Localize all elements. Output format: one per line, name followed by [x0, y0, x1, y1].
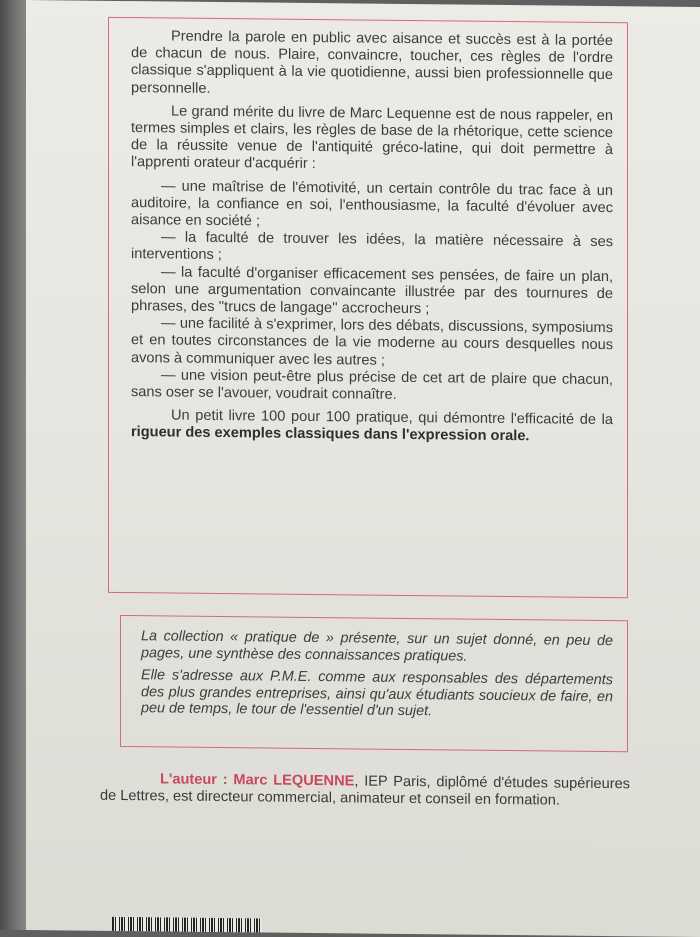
author-paragraph [100, 771, 630, 811]
background-edge [0, 0, 28, 930]
barcode [112, 917, 262, 933]
conclusion-paragraph [131, 407, 613, 446]
collection-paragraph-2: Elle s'adresse aux P.M.E. comme aux responsables des départements des plus grandes entreprises, ainsi qu'aux étudiants soucieux de faire, en peu de temps, le tour de l'essentiel d'un sujet. [141, 667, 613, 720]
collection-box [120, 615, 628, 752]
description-box [108, 17, 628, 598]
conclusion-text: Un petit livre 100 pour 100 pratique, qui démontre l'efficacité de la [171, 407, 613, 429]
author-bio: , IEP Paris, diplômé d'études supérieures de Lettres, est directeur commercial, animateur et conseil en formation. [100, 773, 630, 809]
list-item: — une maîtrise de l'émotivité, un certain contrôle du trac face à un auditoire, la confiance en soi, l'enthousiasme, la faculté d'évoluer avec aisance en société ; [131, 178, 613, 230]
intro-paragraph: Prendre la parole en public avec aisance et succès est à la portée de chacun de nous. Plaire, convaincre, toucher, ces règles de l'ordre classique s'appliquent à la vie quotidienne, aussi bien professionnelle que personnelle. [131, 28, 613, 97]
list-item: — la faculté de trouver les idées, la matière nécessaire à ses interventions ; [131, 229, 613, 264]
book-back-cover [26, 0, 700, 937]
list-item: — une vision peut-être plus précise de cet art de plaire que chacun, sans oser se l'avouer, voudrait connaître. [131, 367, 613, 403]
merit-paragraph: Le grand mérite du livre de Marc Lequenne est de nous rappeler, en termes simples et clairs, les règles de base de la rhétorique, cette science de la réussite venue de l'antiquité gréco-latine, qui doit permettre à l'apprenti orateur d'acquérir : [131, 103, 613, 173]
list-item: — la faculté d'organiser efficacement ses pensées, de faire un plan, selon une argumentation convaincante illustrée par des tournures de phrases, des ''trucs de langage'' accrocheurs ; [131, 264, 613, 318]
author-label: L'auteur : Marc LEQUENNE [160, 771, 355, 790]
list-item: — une facilité à s'exprimer, lors des débats, discussions, symposiums et en toutes circonstances de la vie moderne au cours desquelles nous avons à communiquer avec les autres ; [131, 315, 613, 369]
conclusion-emphasis: rigueur des exemples classiques dans l'expression orale. [131, 424, 530, 445]
author-note [100, 771, 630, 811]
collection-paragraph-1: La collection « pratique de » présente, sur un sujet donné, en peu de pages, une synthèse des connaissances pratiques. [141, 628, 613, 665]
